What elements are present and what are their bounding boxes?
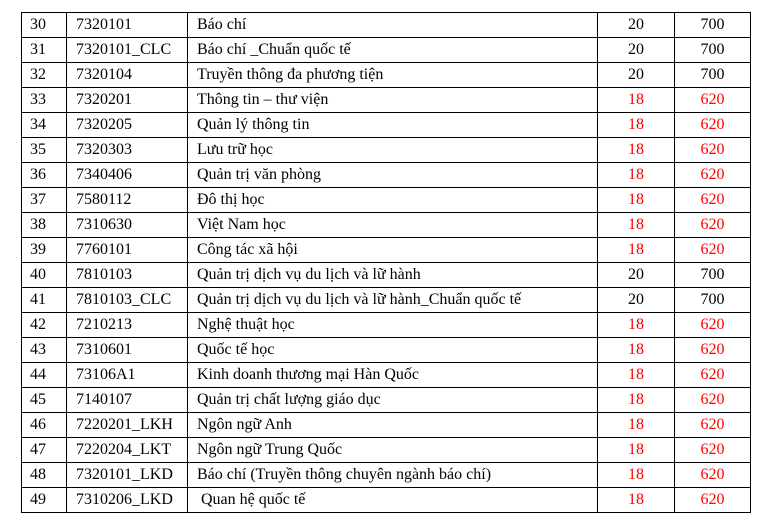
row-number-cell: 36 [22, 163, 67, 188]
quota-cell: 20 [598, 288, 675, 313]
quota-cell: 18 [598, 163, 675, 188]
admissions-table [21, 12, 751, 513]
table-row [22, 488, 751, 513]
program-name-cell: Truyền thông đa phương tiện [188, 63, 598, 88]
program-code-cell: 7310630 [67, 213, 188, 238]
table-row [22, 363, 751, 388]
quota-cell: 18 [598, 313, 675, 338]
score-cell: 620 [675, 463, 751, 488]
table-row [22, 213, 751, 238]
table-row [22, 413, 751, 438]
row-number-cell: 32 [22, 63, 67, 88]
quota-cell: 20 [598, 13, 675, 38]
score-cell: 620 [675, 113, 751, 138]
program-code-cell: 7320201 [67, 88, 188, 113]
score-cell: 620 [675, 388, 751, 413]
program-name-cell: Đô thị học [188, 188, 598, 213]
program-code-cell: 7760101 [67, 238, 188, 263]
program-code-cell: 7220204_LKT [67, 438, 188, 463]
program-name-cell: Quản trị chất lượng giáo dục [188, 388, 598, 413]
table-row [22, 13, 751, 38]
quota-cell: 20 [598, 38, 675, 63]
row-number-cell: 39 [22, 238, 67, 263]
program-code-cell: 7310601 [67, 338, 188, 363]
row-number-cell: 35 [22, 138, 67, 163]
table-row [22, 238, 751, 263]
row-number-cell: 42 [22, 313, 67, 338]
program-name-cell: Kinh doanh thương mại Hàn Quốc [188, 363, 598, 388]
quota-cell: 20 [598, 63, 675, 88]
score-cell: 620 [675, 238, 751, 263]
program-code-cell: 7210213 [67, 313, 188, 338]
quota-cell: 18 [598, 113, 675, 138]
table-row [22, 188, 751, 213]
table-row [22, 113, 751, 138]
quota-cell: 18 [598, 88, 675, 113]
program-name-cell: Lưu trữ học [188, 138, 598, 163]
program-code-cell: 7140107 [67, 388, 188, 413]
row-number-cell: 46 [22, 413, 67, 438]
table-row [22, 88, 751, 113]
score-cell: 700 [675, 288, 751, 313]
program-name-cell: Công tác xã hội [188, 238, 598, 263]
program-name-cell: Thông tin – thư viện [188, 88, 598, 113]
program-code-cell: 7320101_LKD [67, 463, 188, 488]
quota-cell: 18 [598, 188, 675, 213]
quota-cell: 18 [598, 413, 675, 438]
program-name-cell: Báo chí _Chuẩn quốc tế [188, 38, 598, 63]
program-name-cell: Quản trị văn phòng [188, 163, 598, 188]
program-code-cell: 7580112 [67, 188, 188, 213]
row-number-cell: 30 [22, 13, 67, 38]
program-code-cell: 7320205 [67, 113, 188, 138]
score-cell: 700 [675, 63, 751, 88]
row-number-cell: 41 [22, 288, 67, 313]
program-code-cell: 7810103_CLC [67, 288, 188, 313]
program-code-cell: 7320104 [67, 63, 188, 88]
table-row [22, 63, 751, 88]
table-row [22, 388, 751, 413]
quota-cell: 18 [598, 388, 675, 413]
table-row [22, 313, 751, 338]
score-cell: 620 [675, 88, 751, 113]
row-number-cell: 44 [22, 363, 67, 388]
program-code-cell: 73106A1 [67, 363, 188, 388]
table-row [22, 338, 751, 363]
table-row [22, 163, 751, 188]
program-name-cell: Quản trị dịch vụ du lịch và lữ hành_Chuẩn quốc tế [188, 288, 598, 313]
quota-cell: 18 [598, 438, 675, 463]
score-cell: 620 [675, 338, 751, 363]
table-body [22, 13, 751, 513]
program-name-cell: Quốc tế học [188, 338, 598, 363]
score-cell: 620 [675, 188, 751, 213]
score-cell: 700 [675, 263, 751, 288]
quota-cell: 18 [598, 338, 675, 363]
row-number-cell: 33 [22, 88, 67, 113]
table-row [22, 263, 751, 288]
table-row [22, 288, 751, 313]
row-number-cell: 34 [22, 113, 67, 138]
program-name-cell: Quản lý thông tin [188, 113, 598, 138]
score-cell: 620 [675, 163, 751, 188]
row-number-cell: 40 [22, 263, 67, 288]
program-code-cell: 7320101 [67, 13, 188, 38]
program-name-cell: Việt Nam học [188, 213, 598, 238]
score-cell: 620 [675, 438, 751, 463]
program-name-cell: Quản trị dịch vụ du lịch và lữ hành [188, 263, 598, 288]
program-code-cell: 7810103 [67, 263, 188, 288]
row-number-cell: 45 [22, 388, 67, 413]
quota-cell: 20 [598, 263, 675, 288]
program-code-cell: 7320303 [67, 138, 188, 163]
program-code-cell: 7340406 [67, 163, 188, 188]
quota-cell: 18 [598, 138, 675, 163]
quota-cell: 18 [598, 213, 675, 238]
row-number-cell: 43 [22, 338, 67, 363]
program-name-cell: Ngôn ngữ Anh [188, 413, 598, 438]
score-cell: 620 [675, 363, 751, 388]
quota-cell: 18 [598, 363, 675, 388]
program-name-cell: Quan hệ quốc tế [188, 488, 598, 513]
row-number-cell: 47 [22, 438, 67, 463]
program-code-cell: 7220201_LKH [67, 413, 188, 438]
score-cell: 620 [675, 138, 751, 163]
quota-cell: 18 [598, 488, 675, 513]
program-name-cell: Ngôn ngữ Trung Quốc [188, 438, 598, 463]
row-number-cell: 31 [22, 38, 67, 63]
row-number-cell: 38 [22, 213, 67, 238]
program-name-cell: Nghệ thuật học [188, 313, 598, 338]
table-row [22, 438, 751, 463]
score-cell: 700 [675, 38, 751, 63]
program-code-cell: 7310206_LKD [67, 488, 188, 513]
table-row [22, 38, 751, 63]
score-cell: 700 [675, 13, 751, 38]
table-row [22, 138, 751, 163]
score-cell: 620 [675, 313, 751, 338]
score-cell: 620 [675, 213, 751, 238]
program-name-cell: Báo chí (Truyền thông chuyên ngành báo chí) [188, 463, 598, 488]
program-code-cell: 7320101_CLC [67, 38, 188, 63]
score-cell: 620 [675, 488, 751, 513]
score-cell: 620 [675, 413, 751, 438]
row-number-cell: 48 [22, 463, 67, 488]
quota-cell: 18 [598, 463, 675, 488]
table-row [22, 463, 751, 488]
quota-cell: 18 [598, 238, 675, 263]
row-number-cell: 37 [22, 188, 67, 213]
program-name-cell: Báo chí [188, 13, 598, 38]
row-number-cell: 49 [22, 488, 67, 513]
